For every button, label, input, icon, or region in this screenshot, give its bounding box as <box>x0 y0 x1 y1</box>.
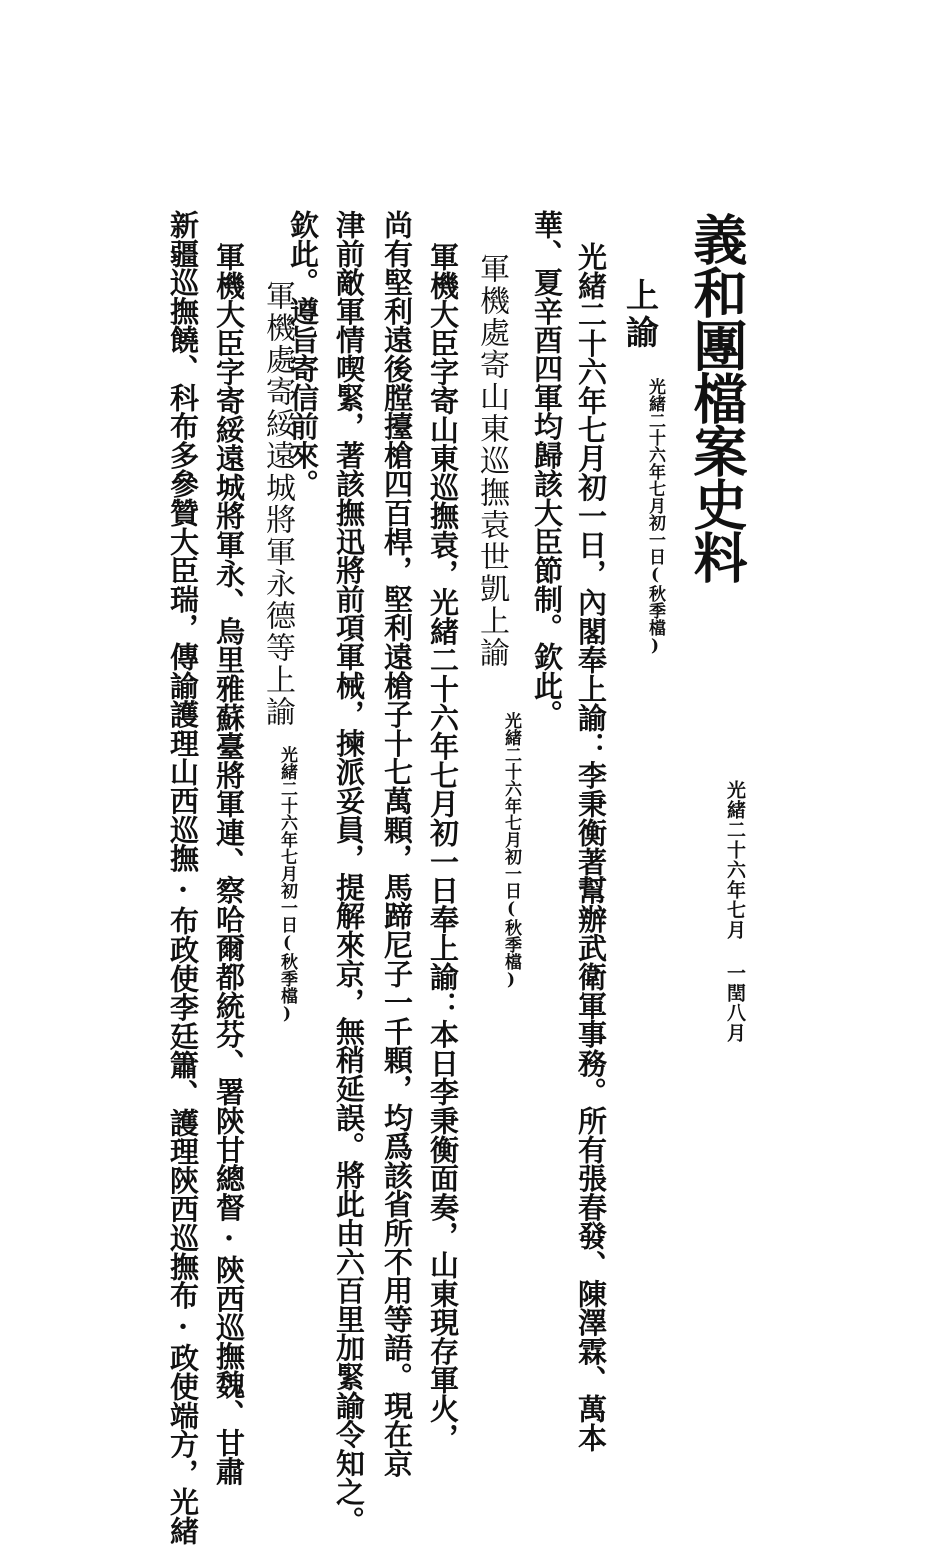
text-line: 光緒二十六年七月初一日，內閣奉上諭：李秉衡著幫辦武衛軍事務。所有張春發、陳澤霖、萬本 <box>574 242 608 1452</box>
book-title: 義和團檔案史料 <box>685 212 749 583</box>
document-heading: 軍機處寄山東巡撫袁世凱上諭 <box>474 253 509 669</box>
document-date-note: 光緒二十六年七月初一日(秋季檔) <box>501 712 521 990</box>
text-line: 軍機大臣字寄山東巡撫袁，光緒二十六年七月初一日奉上諭：本日李秉衡面奏，山東現存軍火， <box>426 242 460 1452</box>
text-line: 軍機大臣字寄綏遠城將軍永、烏里雅蘇臺將軍連、察哈爾都統芬、署陝甘總督·陝西巡撫魏、甘肅 <box>212 242 246 1486</box>
text-line: 尚有堅利遠後膛擡槍四百桿，堅利遠槍子十七萬顆，馬蹄尼子一千顆，均爲該省所不用等語。現在京 <box>380 210 414 1478</box>
text-line: 華、夏辛酉四軍均歸該大臣節制。欽此。 <box>530 210 564 729</box>
document-date-note: 光緒二十六年七月初一日(秋季檔) <box>277 746 297 1024</box>
text-line: 欽此。遵旨寄信前來。 <box>286 210 320 499</box>
document-heading: 上諭 <box>621 278 660 352</box>
running-header: 光緒二十六年七月 一閏八月 <box>724 780 746 1043</box>
text-line: 新疆巡撫饒、科布多參贊大臣瑞，傳諭護理山西巡撫·布政使李廷簫、護理陝西巡撫布·政使端方，光緒 <box>166 210 200 1545</box>
document-date-note: 光緒二十六年七月初一日(秋季檔) <box>645 378 665 656</box>
text-line: 津前敵軍情喫緊，著該撫迅將前項軍械，揀派妥員，提解來京，無稍延誤。將此由六百里加緊諭令知之。 <box>332 210 366 1535</box>
document-heading: 軍機處寄綏遠城將軍永德等上諭 <box>260 280 295 728</box>
